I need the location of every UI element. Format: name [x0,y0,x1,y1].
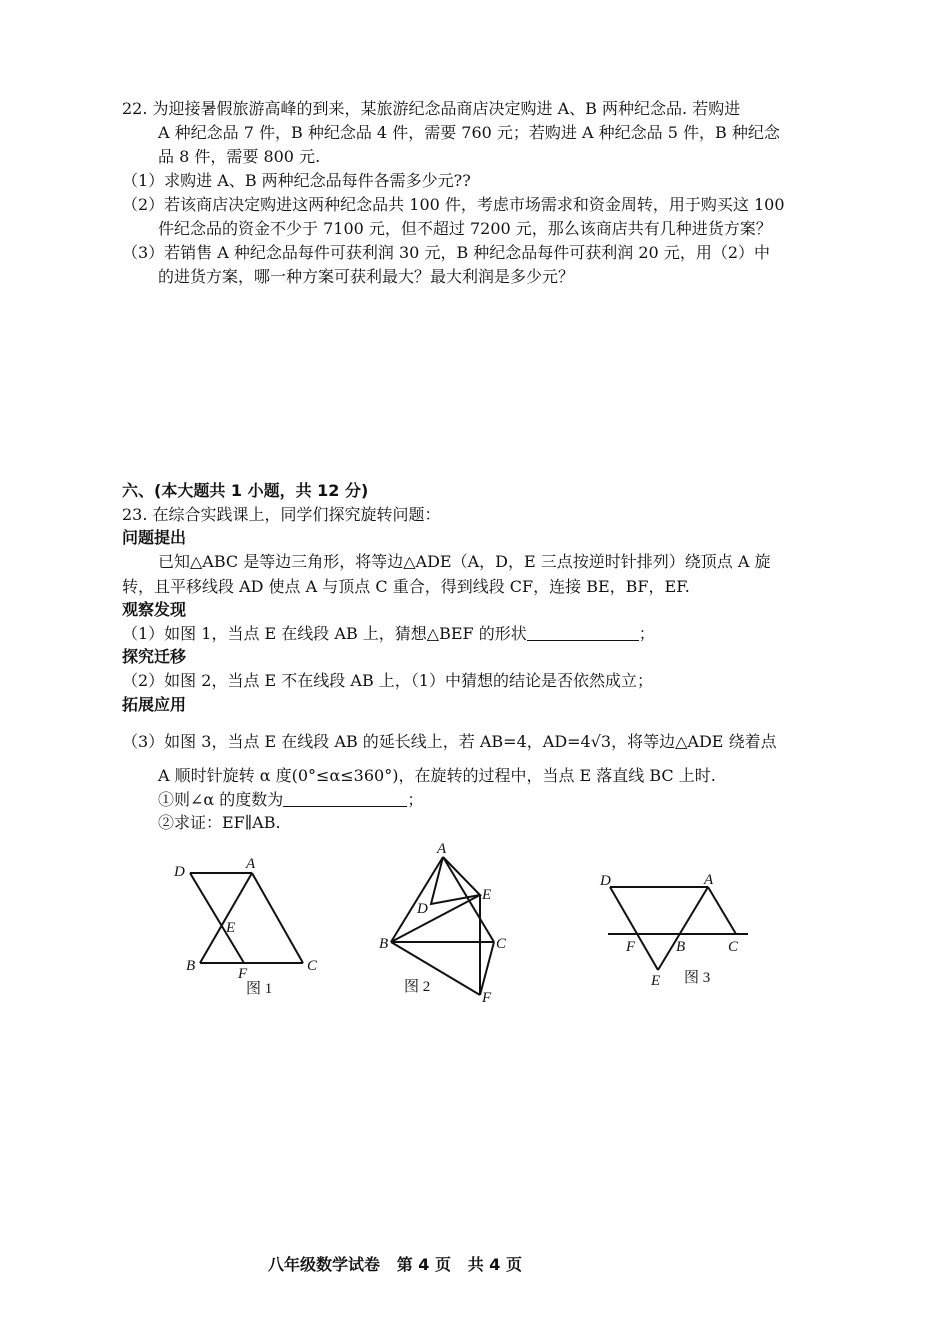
fig2-caption: 图 2 [404,979,431,995]
section-heading: 六、(本大题共 1 小题，共 12 分) [122,481,369,500]
fig3-label-c: C [728,939,739,955]
q23-part2: （2）如图 2，当点 E 不在线段 AB 上，（1）中猜想的结论是否依然成立； [122,671,653,690]
fig3-label-d: D [600,873,611,889]
fig1-label-f: F [238,966,248,982]
q22-part3-line1: （3）若销售 A 种纪念品每件可获利润 30 元，B 种纪念品每件可获利润 20 元，用（2）中 [122,243,770,262]
q23-part3-q1-end: ； [407,790,424,809]
fig3-label-a: A [704,872,714,888]
q23-part3-line1: （3）如图 3，当点 E 在线段 AB 的延长线上，若 AB=4，AD=4√3，将等边△ADE 绕着点 [122,732,777,751]
q23-part3-q1-text: ①则∠α 的度数为 [158,790,284,809]
q22-stem-line3: 品 8 件，需要 800 元. [158,147,321,166]
figure-2 [370,835,520,1010]
q22-part2-line2: 件纪念品的资金不少于 7100 元，但不超过 7200 元，那么该商店共有几种进货方案？ [158,219,772,238]
fig3-caption: 图 3 [684,970,711,986]
fig1-label-c: C [307,958,318,974]
heading-observe: 观察发现 [122,600,187,619]
q23-part1-end: ； [638,624,655,643]
fig1-label-b: B [186,958,196,974]
heading-explore: 探究迁移 [122,647,187,666]
q23-part1 [122,623,655,645]
fig2-label-b: B [379,936,389,952]
fig3-label-b: B [676,939,686,955]
q23-part1-text: （1）如图 1，当点 E 在线段 AB 上，猜想△BEF 的形状 [122,624,527,643]
q23-problem-line1: 已知△ABC 是等边三角形，将等边△ADE（A，D，E 三点按逆时针排列）绕顶点 A 旋 [158,552,771,571]
q23-problem-line2: 转，且平移线段 AD 使点 A 与顶点 C 重合，得到线段 CF，连接 BE，BF，EF. [122,577,690,596]
fig1-label-e: E [226,920,236,936]
fig1-caption: 图 1 [246,981,273,997]
q22-part1: （1）求购进 A、B 两种纪念品每件各需多少元?? [122,171,471,190]
fig1-label-a: A [246,856,256,872]
figure-3 [590,860,760,990]
heading-problem: 问题提出 [122,528,187,547]
page-footer: 八年级数学试卷 第 4 页 共 4 页 [268,1255,522,1274]
q23-part3-line2: A 顺时针旋转 α 度(0°≤α≤360°)，在旋转的过程中，当点 E 落直线 BC 上时. [158,766,716,785]
fig1-label-d: D [174,864,185,880]
answer-blank-2[interactable] [283,790,407,807]
answer-blank-1[interactable] [527,624,639,641]
fig2-label-a: A [437,841,447,857]
q22-stem-line2: A 种纪念品 7 件，B 种纪念品 4 件，需要 760 元；若购进 A 种纪念品 5 件，B 种纪念 [158,123,780,142]
q23-part3-q1 [158,789,423,811]
q22-part3-line2: 的进货方案，哪一种方案可获利最大？最大利润是多少元？ [158,267,575,286]
q23-intro: 23. 在综合实践课上，同学们探究旋转问题： [122,505,441,524]
fig3-label-f: F [626,939,636,955]
fig2-label-d: D [417,901,428,917]
fig2-label-e: E [482,887,492,903]
figure-1 [160,850,340,1010]
q22-stem-line1: 22. 为迎接暑假旅游高峰的到来，某旅游纪念品商店决定购进 A、B 两种纪念品. 若购进 [122,99,741,118]
q22-part2-line1: （2）若该商店决定购进这两种纪念品共 100 件，考虑市场需求和资金周转，用于购买这 100 [122,195,785,214]
fig2-label-c: C [496,936,507,952]
heading-extend: 拓展应用 [122,695,187,714]
fig3-label-e: E [651,973,661,989]
q23-part3-q2: ②求证：EF∥AB. [158,813,281,832]
fig2-label-f: F [482,990,492,1006]
